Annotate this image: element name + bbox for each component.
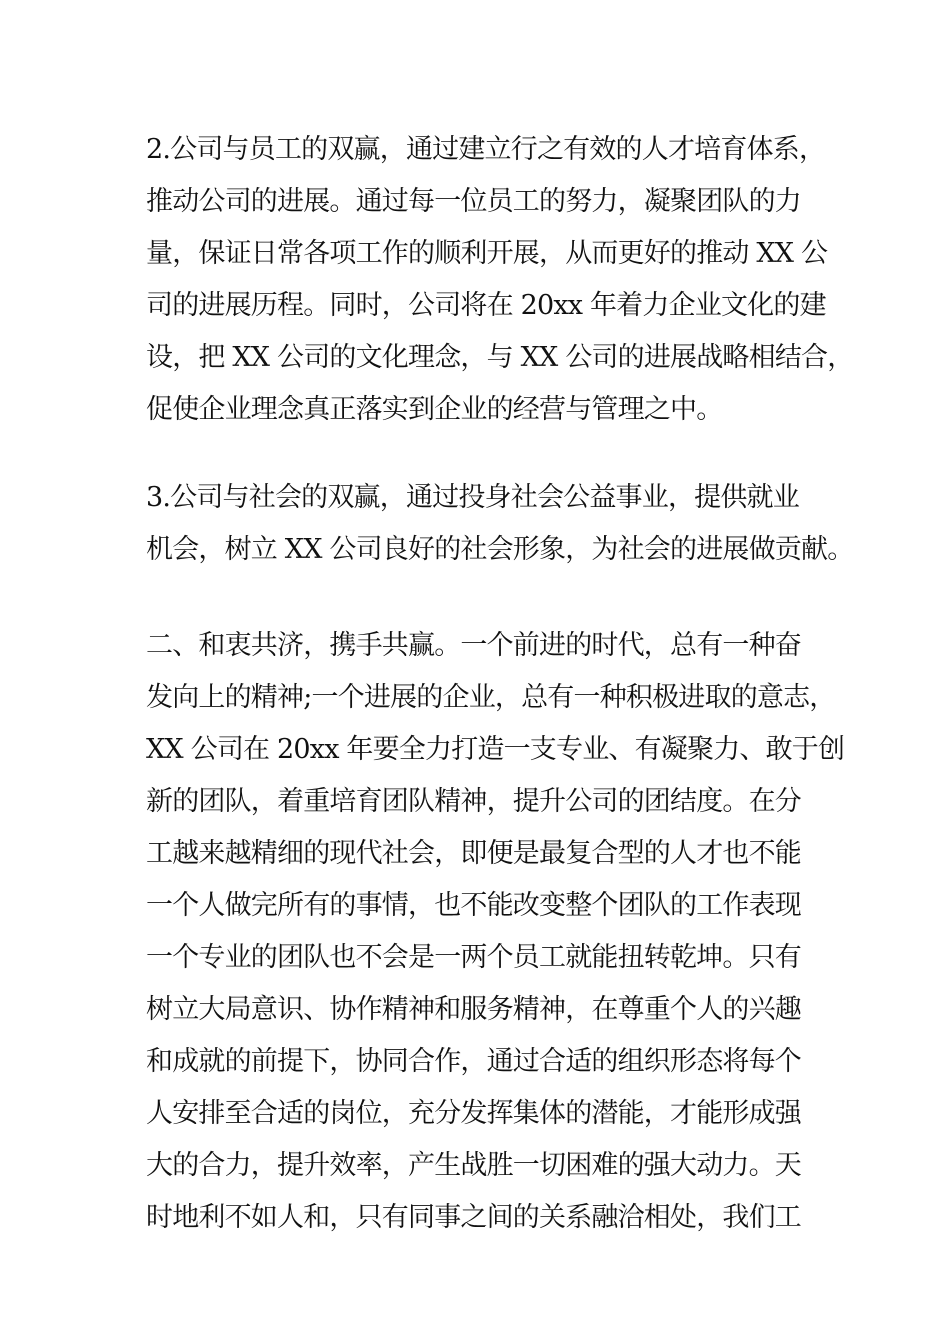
text-line: 司的进展历程。同时，公司将在 20xx 年着力企业文化的建 <box>146 290 826 321</box>
text-line: 机会，树立 XX 公司良好的社会形象，为社会的进展做贡献。 <box>146 534 854 565</box>
text-line: 量，保证日常各项工作的顺利开展，从而更好的推动 XX 公 <box>146 238 828 269</box>
text-line: 大的合力，提升效率，产生战胜一切困难的强大动力。天 <box>146 1150 801 1181</box>
paragraph-employee-win <box>146 124 854 436</box>
text-line: XX 公司在 20xx 年要全力打造一支专业、有凝聚力、敢于创 <box>146 734 845 765</box>
text-line: 一个人做完所有的事情，也不能改变整个团队的工作表现 <box>146 890 801 921</box>
text-line: 二、和衷共济，携手共赢。一个前进的时代，总有一种奋 <box>146 630 801 661</box>
text-line: 人安排至合适的岗位，充分发挥集体的潜能，才能形成强 <box>146 1098 801 1129</box>
text-line: 2.公司与员工的双赢，通过建立行之有效的人才培育体系， <box>146 134 826 165</box>
text-line: 设，把 XX 公司的文化理念，与 XX 公司的进展战略相结合， <box>146 342 854 373</box>
text-line: 时地利不如人和，只有同事之间的关系融洽相处，我们工 <box>146 1202 801 1233</box>
text-line: 工越来越精细的现代社会，即便是最复合型的人才也不能 <box>146 838 801 869</box>
text-line: 3.公司与社会的双赢，通过投身社会公益事业，提供就业 <box>146 482 799 513</box>
text-line: 新的团队，着重培育团队精神，提升公司的团结度。在分 <box>146 786 801 817</box>
text-line: 促使企业理念真正落实到企业的经营与管理之中。 <box>146 394 723 425</box>
text-line: 树立大局意识、协作精神和服务精神，在尊重个人的兴趣 <box>146 994 801 1025</box>
text-line: 一个专业的团队也不会是一两个员工就能扭转乾坤。只有 <box>146 942 801 973</box>
paragraph-teamwork <box>146 620 846 1244</box>
paragraph-society-win <box>146 472 854 576</box>
text-line: 发向上的精神;一个进展的企业，总有一种积极进取的意志， <box>146 682 836 713</box>
text-line: 和成就的前提下，协同合作，通过合适的组织形态将每个 <box>146 1046 801 1077</box>
text-line: 推动公司的进展。通过每一位员工的努力，凝聚团队的力 <box>146 186 801 217</box>
